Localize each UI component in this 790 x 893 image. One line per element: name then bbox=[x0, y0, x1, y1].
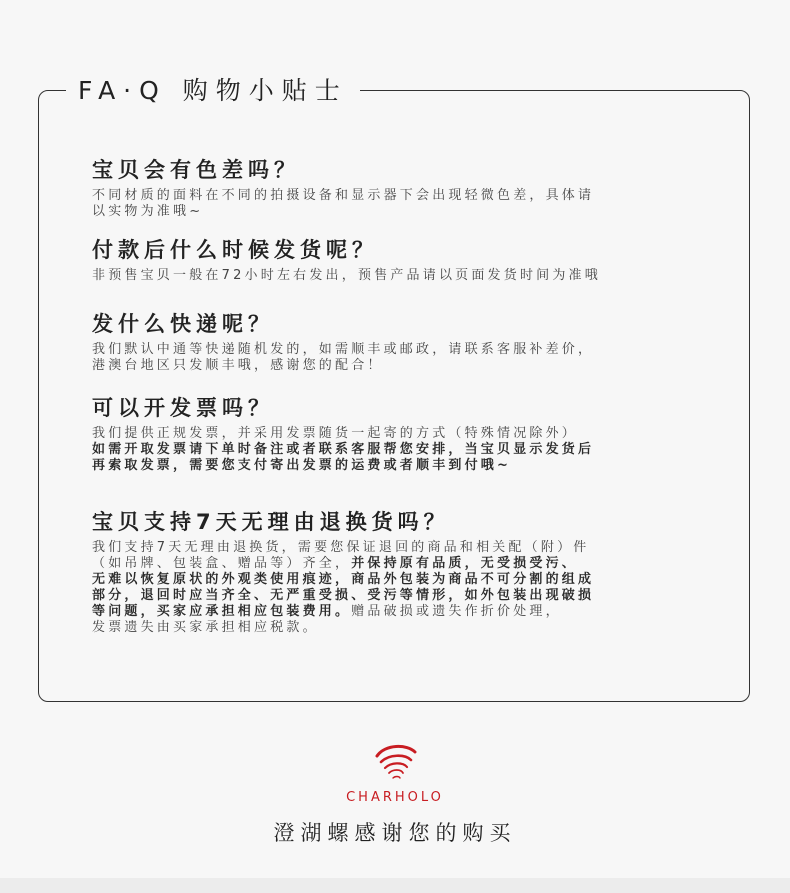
faq-answer-line: 不同材质的面料在不同的拍摄设备和显示器下会出现轻微色差，具体请 bbox=[92, 188, 595, 203]
faq-answer-plain: （如吊牌、包装盒、赠品等）齐全， bbox=[92, 556, 352, 571]
faq-answer-line: 我们提供正规发票，并采用发票随货一起寄的方式（特殊情况除外） bbox=[92, 426, 579, 441]
faq-question: 宝贝会有色差吗？ bbox=[92, 158, 300, 182]
faq-answer-line: 我们默认中通等快递随机发的，如需顺丰或邮政，请联系客服补差价， bbox=[92, 342, 595, 357]
swirl-logo-icon bbox=[371, 742, 419, 786]
thanks-text: 澄湖螺感谢您的购买 bbox=[273, 821, 517, 845]
faq-question: 宝贝支持7天无理由退换货吗？ bbox=[92, 510, 450, 534]
faq-answer-bold: 等问题，买家应承担相应包装费用。 bbox=[92, 604, 352, 619]
faq-answer-bold: 部分，退回时应当齐全、无严重受损、受污等情形，如外包装出现破损 bbox=[92, 588, 595, 603]
faq-question: 付款后什么时候发货呢？ bbox=[92, 238, 378, 262]
faq-item-color bbox=[92, 156, 722, 220]
faq-answer-line: 以实物为准哦~ bbox=[92, 204, 204, 219]
faq-item-returns bbox=[92, 508, 722, 636]
brand-name: CHARHOLO bbox=[346, 790, 444, 805]
faq-question: 发什么快递呢？ bbox=[92, 312, 274, 336]
faq-answer-line: 非预售宝贝一般在72小时左右发出，预售产品请以页面发货时间为准哦 bbox=[92, 268, 601, 283]
faq-question: 可以开发票吗？ bbox=[92, 396, 274, 420]
faq-answer-line: 我们支持7天无理由退换货，需要您保证退回的商品和相关配（附）件 bbox=[92, 540, 590, 555]
faq-answer-line: 发票遗失由买家承担相应税款。 bbox=[92, 620, 319, 635]
faq-item-shipping-time bbox=[92, 236, 722, 284]
brand-footer bbox=[0, 742, 790, 847]
page-title: FA·Q 购物小贴士 bbox=[66, 74, 360, 108]
faq-item-courier bbox=[92, 310, 722, 374]
faq-answer-line: 港澳台地区只发顺丰哦，感谢您的配合！ bbox=[92, 358, 384, 373]
faq-answer-bold: 再索取发票，需要您支付寄出发票的运费或者顺丰到付哦~ bbox=[92, 458, 512, 473]
faq-item-invoice bbox=[92, 394, 722, 474]
faq-answer-bold: 无难以恢复原状的外观类使用痕迹，商品外包装为商品不可分割的组成 bbox=[92, 572, 595, 587]
faq-answer-bold: 并保持原有品质，无受损受污、 bbox=[351, 556, 579, 571]
faq-answer-plain: 赠品破损或遗失作折价处理， bbox=[351, 604, 562, 619]
bottom-strip bbox=[0, 878, 790, 893]
faq-answer-bold: 如需开取发票请下单时备注或者联系客服帮您安排，当宝贝显示发货后 bbox=[92, 442, 595, 457]
